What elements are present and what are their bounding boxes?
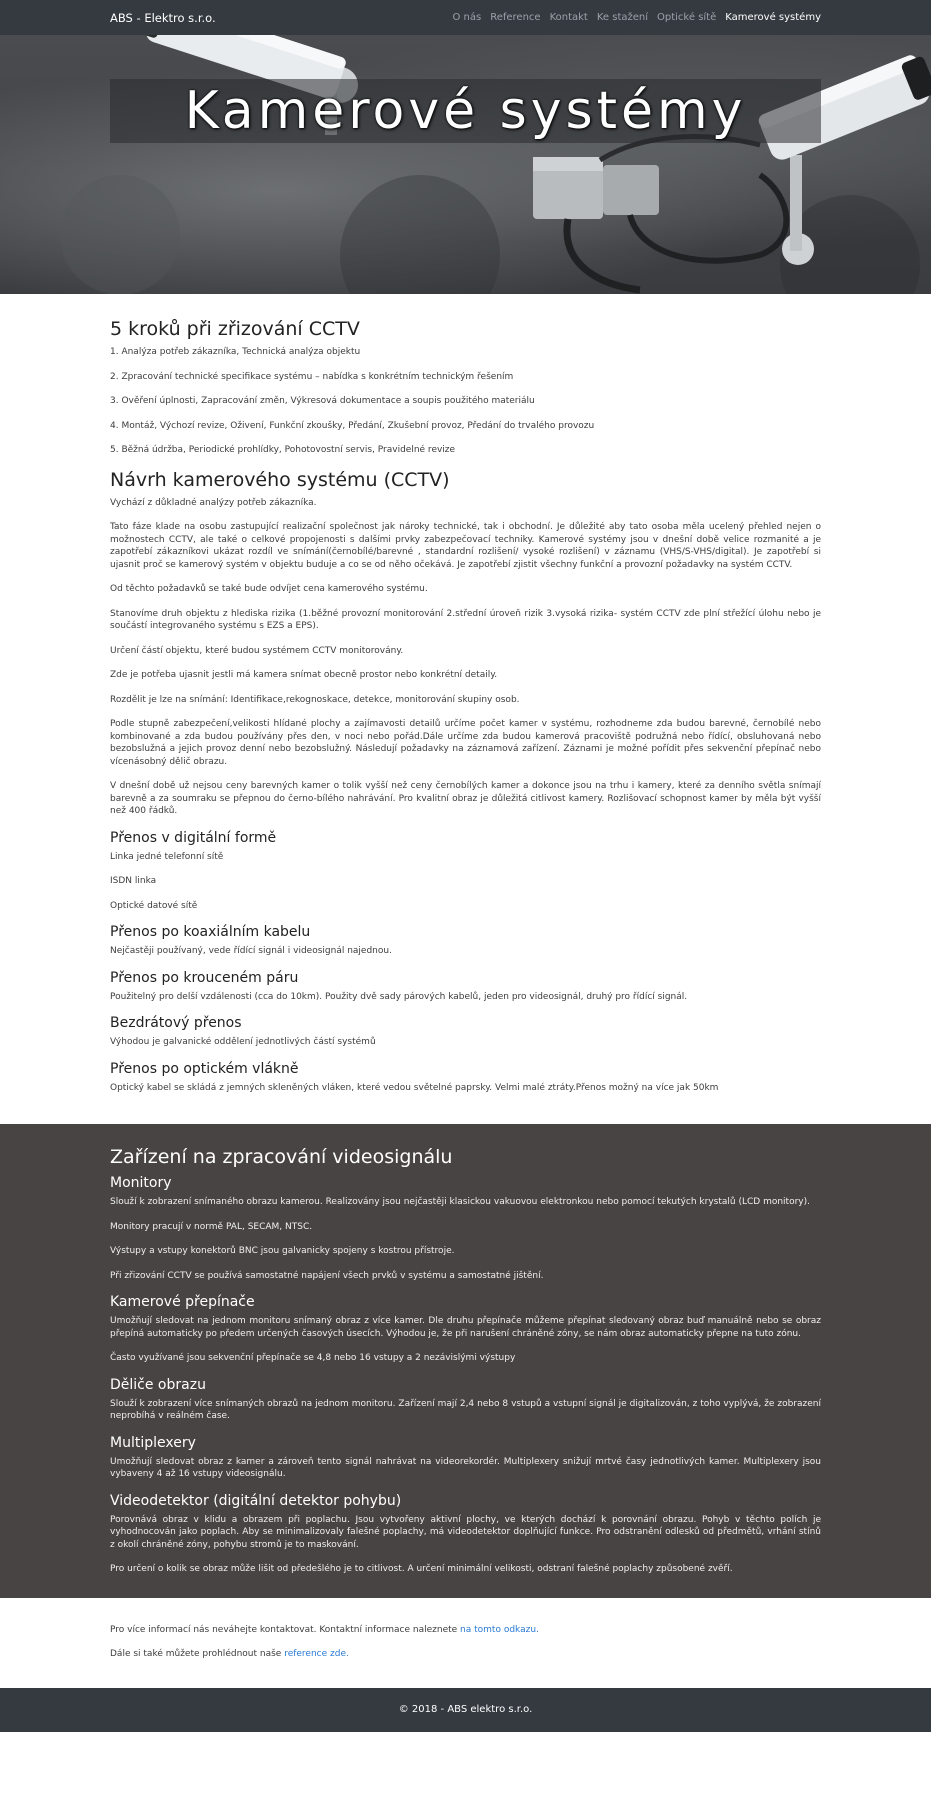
brand-link[interactable]: ABS - Elektro s.r.o.	[110, 10, 216, 25]
contact-link[interactable]: na tomto odkazu.	[460, 1624, 539, 1635]
nav-link-ke-stazeni[interactable]: Ke stažení	[596, 12, 649, 23]
main-content	[0, 294, 931, 1116]
devices-paragraph: Umožňují sledovat na jednom monitoru snímaný obraz z více kamer. Dle druhu přepínače můžeme přepínat sledovaný obraz buď manuálně nebo se obraz přepíná automaticky po předem určených časových úsecích. Výhodou je, že při narušení chráněné zóny, se nám obraz automaticky přepne na tuto zónu.	[110, 1316, 821, 1339]
design-paragraph: Vychází z důkladné analýzy potřeb zákazníka.	[110, 497, 317, 508]
steps-heading: 5 kroků při zřizování CCTV	[110, 318, 360, 340]
transmission-wireless-heading: Bezdrátový přenos	[110, 1015, 242, 1031]
copyright-text: © 2018 - ABS elektro s.r.o.	[398, 1704, 533, 1715]
transmission-paragraph: Optický kabel se skládá z jemných skleněných vláken, které vedou světelné paprsky. Velmi malé ztráty.Přenos možný na více jak 50km	[110, 1082, 719, 1093]
devices-paragraph: Porovnává obraz v klidu a obrazem při poplachu. Jsou vytvořeny aktivní plochy, ve kterých dochází k porovnání obrazu. Pohyb v těchto polích je vyhodnocován jako poplach. Aby se minimalizovaly falešné poplachy, má videodetektor doplňující funkce. Pro odstranění odlesků od předmětů, vrhání stínů z okolí chráněné zóny, pohybu stromů je to maskování.	[110, 1514, 821, 1550]
design-paragraph: Stanovíme druh objektu z hlediska rizika (1.běžné provozní monitorování 2.střední úroveň rizik 3.vysoká rizika- systém CCTV zde plní střežící úlohu nebo je součástí integrovaného systému s EZS a EPS).	[110, 608, 821, 631]
footer	[0, 1688, 931, 1732]
transmission-paragraph: Optické datové sítě	[110, 900, 198, 911]
step-item: 5. Běžná údržba, Periodické prohlídky, Pohotovostní servis, Pravidelné revize	[110, 445, 456, 455]
nav-link-opticke-site[interactable]: Optické sítě	[657, 12, 717, 23]
transmission-paragraph: Nejčastěji používaný, vede řídící signál i videosignál najednou.	[110, 946, 392, 956]
devices-paragraph: Při zřizování CCTV se používá samostatné napájení všech prvků v systému a samostatné jištění.	[110, 1270, 544, 1281]
design-paragraph: Zde je potřeba ujasnit jestli má kamera snímat obecně prostor nebo konkrétní detaily.	[110, 670, 498, 680]
nav-link-kamerove-systemy[interactable]: Kamerové systémy	[725, 12, 821, 23]
monitors-heading: Monitory	[110, 1175, 172, 1191]
navbar	[0, 0, 931, 35]
reference-line	[110, 1648, 821, 1661]
videodetector-heading: Videodetektor (digitální detektor pohybu)	[110, 1492, 402, 1509]
contact-section	[0, 1598, 931, 1688]
switchers-heading: Kamerové přepínače	[110, 1294, 255, 1310]
transmission-twisted-pair-heading: Přenos po krouceném páru	[110, 969, 299, 986]
step-item: 1. Analýza potřeb zákazníka, Technická analýza objektu	[110, 347, 361, 357]
reference-text: Dále si také můžete prohlédnout naše	[110, 1649, 285, 1659]
nav-link-reference[interactable]: Reference	[490, 12, 541, 23]
transmission-paragraph: Linka jedné telefonní sítě	[110, 851, 224, 862]
devices-heading: Zařízení na zpracování videosignálu	[110, 1146, 453, 1168]
splitters-heading: Děliče obrazu	[110, 1376, 206, 1393]
devices-section	[0, 1124, 931, 1598]
devices-paragraph: Výstupy a vstupy konektorů BNC jsou galvanicky spojeny s kostrou přístroje.	[110, 1246, 455, 1256]
multiplexers-heading: Multiplexery	[110, 1434, 196, 1451]
step-item: 4. Montáž, Výchozí revize, Oživení, Funkční zkoušky, Předání, Zkušební provoz, Předání do trvalého provozu	[110, 420, 595, 431]
transmission-optical-heading: Přenos po optickém vlákně	[110, 1060, 299, 1077]
nav-link-kontakt[interactable]: Kontakt	[549, 12, 588, 23]
transmission-paragraph: ISDN linka	[110, 876, 157, 886]
design-paragraph: Tato fáze klade na osobu zastupující realizační společnost jak nároky technické, tak i obchodní. Je důležité aby tato osoba měla ucelený přehled nejen o možnostech CCTV, ale také o celkové propojenosti s dalšími prvky zabezpečovací techniky. Kamerové systémy jsou v dnešní době velice rozmanité a je zapotřebí zákazníkovi ukázat rozdíl ve snímání(černobílé/barevné , standardní rozlišení/ vysoké rozlišení) v záznamu (VHS/S-VHS/digital). Je zapotřebí si ujasnit proč se kamerový systém v objektu buduje a co se od něho očekává. Je zapotřebí zjistit všechny funkční a provozní požadavky na systém CCTV.	[110, 522, 821, 570]
devices-paragraph: Často využívané jsou sekvenční přepínače se 4,8 nebo 16 vstupy a 2 nezávislými výstupy	[110, 1353, 516, 1363]
devices-paragraph: Pro určení o kolik se obraz může lišit od předešlého je to citlivost. A určení minimální velikosti, odstraní falešné poplachy způsobené zvěří.	[110, 1564, 733, 1574]
design-paragraph: Určení částí objektu, které budou systémem CCTV monitorovány.	[110, 645, 404, 656]
devices-paragraph: Umožňují sledovat obraz z kamer a zároveň tento signál nahrávat na videorekordér. Multiplexery snižují mrtvé časy jednotlivých kamer. Multiplexery jsou vybaveny 4 až 16 vstupy videosignálu.	[110, 1456, 821, 1479]
transmission-paragraph: Použitelný pro delší vzdálenosti (cca do 10km). Použity dvě sady párových kabelů, jeden pro videosignál, druhý pro řídící signál.	[110, 991, 688, 1002]
contact-text: Pro více informací nás neváhejte kontaktovat. Kontaktní informace naleznete	[110, 1624, 461, 1635]
step-item: 3. Ověření úplnosti, Zapracování změn, Výkresová dokumentace a soupis použitého materiálu	[110, 396, 535, 406]
step-item: 2. Zpracování technické specifikace systému – nabídka s konkrétním technickým řešením	[110, 371, 514, 382]
page-title: Kamerové systémy	[184, 81, 747, 141]
design-paragraph: Podle stupně zabezpečení,velikosti hlídané plochy a zajímavosti detailů určíme počet kamer v systému, rozhodneme zda budou barevné, černobílé nebo kombinované a zda budou používány přes den, v noci nebo pořád.Dále určíme zda budou kamerová pracoviště podružná nebo řídící, obsluhovaná nebo bezobslužná a jejich provoz denní nebo bezobslužný. Následují požadavky na záznamová zařízení. Záznami je možné pořídit přes sekvenční přepínač nebo vícenásobný dělič obrazu.	[110, 719, 821, 767]
devices-paragraph: Slouží k zobrazení snímaného obrazu kamerou. Realizovány jsou nejčastěji klasickou vakuovou elektronkou nebo pomocí tekutých krystalů (LCD monitory).	[110, 1197, 810, 1207]
design-heading: Návrh kamerového systému (CCTV)	[110, 468, 450, 491]
transmission-coax-heading: Přenos po koaxiálním kabelu	[110, 924, 311, 940]
design-paragraph: Rozdělit je lze na snímání: Identifikace,rekognoskace, detekce, monitorování skupiny osob.	[110, 694, 520, 705]
nav-menu	[452, 12, 821, 23]
transmission-digital-heading: Přenos v digitální formě	[110, 829, 277, 846]
design-paragraph: Od těchto požadavků se také bude odvíjet cena kamerového systému.	[110, 584, 428, 594]
cctv-cameras-image	[0, 35, 931, 294]
hero-banner	[0, 35, 931, 294]
reference-link[interactable]: reference zde.	[284, 1649, 349, 1659]
devices-paragraph: Monitory pracují v normě PAL, SECAM, NTSC.	[110, 1221, 313, 1232]
design-paragraph: V dnešní době už nejsou ceny barevných kamer o tolik vyšší než ceny černobílých kamer a dokonce jsou na trhu i kamery, které za denního světla snímají barevně a za soumraku se přepnou do černo-bílého nahrávání. Pro kvalitní obraz je důležitá citlivost kamery. Rozlišovací schopnost kamer by měla být vyšší než 400 řádků.	[110, 781, 821, 816]
transmission-paragraph: Výhodou je galvanické oddělení jednotlivých částí systémů	[110, 1037, 376, 1047]
contact-line	[110, 1624, 821, 1637]
devices-paragraph: Slouží k zobrazení více snímaných obrazů na jednom monitoru. Zařízení mají 2,4 nebo 8 vstupů a vstupní signál je digitalizován, z toho vyplývá, že zobrazení neprobíhá v reálném čase.	[110, 1398, 821, 1421]
nav-link-o-nas[interactable]: O nás	[452, 12, 482, 23]
